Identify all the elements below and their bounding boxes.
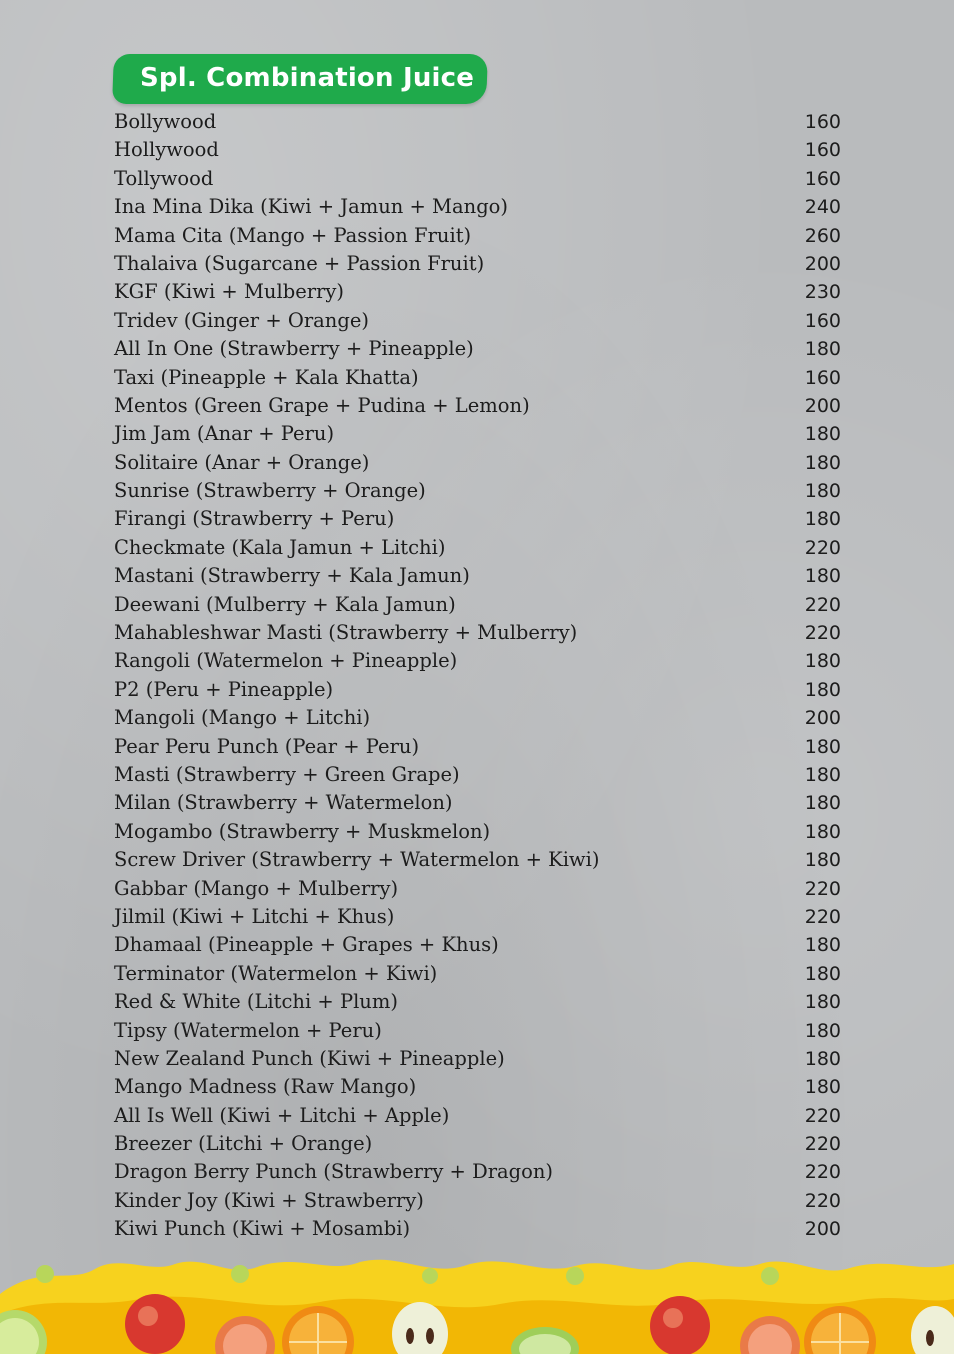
item-price: 200 bbox=[804, 707, 841, 730]
item-name: Deewani (Mulberry + Kala Jamun) bbox=[114, 592, 456, 616]
item-name: Gabbar (Mango + Mulberry) bbox=[114, 876, 399, 900]
item-name: Masti (Strawberry + Green Grape) bbox=[114, 762, 460, 786]
menu-item bbox=[113, 1130, 843, 1158]
menu-item bbox=[113, 818, 843, 846]
item-name: Jilmil (Kiwi + Litchi + Khus) bbox=[114, 904, 395, 928]
item-name: Kinder Joy (Kiwi + Strawberry) bbox=[114, 1188, 424, 1212]
section-title: Spl. Combination Juice bbox=[140, 63, 475, 93]
item-name: Mastani (Strawberry + Kala Jamun) bbox=[114, 564, 470, 588]
menu-item bbox=[113, 477, 843, 505]
item-price: 180 bbox=[804, 423, 841, 446]
menu-item bbox=[113, 449, 843, 477]
menu-item bbox=[113, 1158, 843, 1186]
grape bbox=[231, 1265, 249, 1283]
item-price: 180 bbox=[804, 962, 841, 985]
item-name: Solitaire (Anar + Orange) bbox=[114, 450, 370, 474]
menu-item bbox=[113, 619, 843, 647]
item-price: 160 bbox=[804, 167, 841, 190]
item-name: Bollywood bbox=[114, 110, 217, 133]
item-name: Mentos (Green Grape + Pudina + Lemon) bbox=[114, 393, 530, 417]
menu-item bbox=[113, 562, 843, 590]
menu-item bbox=[113, 307, 843, 335]
menu-item bbox=[113, 1102, 843, 1130]
item-price: 180 bbox=[804, 820, 841, 843]
menu-item bbox=[113, 676, 843, 704]
item-name: Pear Peru Punch (Pear + Peru) bbox=[114, 734, 420, 758]
item-price: 180 bbox=[804, 763, 841, 786]
item-price: 200 bbox=[804, 252, 841, 275]
item-price: 160 bbox=[804, 111, 841, 133]
menu-item bbox=[113, 250, 843, 278]
item-name: Tipsy (Watermelon + Peru) bbox=[114, 1018, 382, 1042]
item-price: 220 bbox=[804, 1133, 841, 1156]
item-price: 220 bbox=[804, 622, 841, 645]
item-name: Mama Cita (Mango + Passion Fruit) bbox=[114, 223, 472, 247]
menu-item bbox=[113, 733, 843, 761]
item-price: 220 bbox=[804, 1104, 841, 1127]
item-price: 160 bbox=[804, 366, 841, 389]
item-price: 180 bbox=[804, 934, 841, 957]
grape bbox=[422, 1268, 438, 1284]
item-name: Tollywood bbox=[114, 166, 214, 190]
menu-item bbox=[113, 534, 843, 562]
menu-item bbox=[113, 278, 843, 306]
menu-item bbox=[113, 193, 843, 221]
item-price: 240 bbox=[804, 196, 841, 219]
menu-item bbox=[113, 108, 843, 136]
item-name: Ina Mina Dika (Kiwi + Jamun + Mango) bbox=[114, 195, 509, 219]
item-name: New Zealand Punch (Kiwi + Pineapple) bbox=[114, 1046, 505, 1070]
menu-item bbox=[113, 1073, 843, 1101]
grape bbox=[36, 1265, 54, 1283]
item-name: Mahableshwar Masti (Strawberry + Mulberry) bbox=[114, 621, 578, 645]
item-name: Dhamaal (Pineapple + Grapes + Khus) bbox=[114, 933, 499, 957]
menu-item bbox=[113, 364, 843, 392]
item-price: 220 bbox=[804, 536, 841, 559]
menu-item bbox=[113, 165, 843, 193]
item-price: 180 bbox=[804, 480, 841, 503]
item-price: 230 bbox=[804, 281, 841, 304]
item-price: 220 bbox=[804, 1189, 841, 1212]
item-name: P2 (Peru + Pineapple) bbox=[114, 677, 334, 701]
item-price: 220 bbox=[804, 877, 841, 900]
item-name: Milan (Strawberry + Watermelon) bbox=[114, 791, 453, 815]
menu-item bbox=[113, 988, 843, 1016]
item-name: Rangoli (Watermelon + Pineapple) bbox=[114, 649, 458, 673]
menu-item bbox=[113, 136, 843, 164]
item-price: 260 bbox=[804, 224, 841, 247]
item-price: 220 bbox=[804, 593, 841, 616]
item-name: Mango Madness (Raw Mango) bbox=[114, 1075, 417, 1099]
item-name: KGF (Kiwi + Mulberry) bbox=[114, 280, 345, 304]
item-price: 180 bbox=[804, 650, 841, 673]
item-price: 160 bbox=[804, 139, 841, 162]
item-name: Kiwi Punch (Kiwi + Mosambi) bbox=[114, 1217, 411, 1241]
menu-item bbox=[113, 222, 843, 250]
item-price: 180 bbox=[804, 1076, 841, 1099]
menu-item bbox=[113, 335, 843, 363]
item-price: 180 bbox=[804, 991, 841, 1014]
item-price: 160 bbox=[804, 309, 841, 332]
item-price: 180 bbox=[804, 1047, 841, 1070]
item-name: Firangi (Strawberry + Peru) bbox=[114, 507, 395, 531]
item-price: 180 bbox=[804, 565, 841, 588]
item-price: 220 bbox=[804, 905, 841, 928]
menu-item bbox=[113, 789, 843, 817]
item-name: Dragon Berry Punch (Strawberry + Dragon) bbox=[114, 1160, 554, 1184]
menu-item bbox=[113, 392, 843, 420]
menu-item bbox=[113, 960, 843, 988]
item-price: 180 bbox=[804, 678, 841, 701]
item-name: Taxi (Pineapple + Kala Khatta) bbox=[114, 365, 419, 389]
item-name: Sunrise (Strawberry + Orange) bbox=[114, 479, 426, 503]
grape bbox=[566, 1267, 584, 1285]
apple bbox=[125, 1294, 185, 1354]
menu-item bbox=[113, 931, 843, 959]
item-name: Screw Driver (Strawberry + Watermelon + Kiwi) bbox=[114, 848, 600, 872]
item-price: 180 bbox=[804, 451, 841, 474]
item-name: Mogambo (Strawberry + Muskmelon) bbox=[114, 819, 491, 843]
item-name: Breezer (Litchi + Orange) bbox=[114, 1132, 373, 1156]
menu-item-list bbox=[113, 108, 843, 1244]
item-name: All Is Well (Kiwi + Litchi + Apple) bbox=[114, 1103, 450, 1127]
item-name: Red & White (Litchi + Plum) bbox=[114, 990, 398, 1014]
menu-item bbox=[113, 505, 843, 533]
item-name: Checkmate (Kala Jamun + Litchi) bbox=[114, 535, 446, 559]
menu-item bbox=[113, 1045, 843, 1073]
item-name: Mangoli (Mango + Litchi) bbox=[114, 706, 371, 730]
menu-item bbox=[113, 1215, 843, 1243]
fruit-juice-splash-icon bbox=[0, 1254, 954, 1354]
item-price: 200 bbox=[804, 1218, 841, 1241]
item-price: 180 bbox=[804, 508, 841, 531]
menu-item bbox=[113, 420, 843, 448]
menu-item bbox=[113, 761, 843, 789]
menu-item bbox=[113, 704, 843, 732]
menu-item bbox=[113, 1187, 843, 1215]
item-name: Terminator (Watermelon + Kiwi) bbox=[114, 961, 438, 985]
item-name: Jim Jam (Anar + Peru) bbox=[114, 422, 335, 446]
item-price: 180 bbox=[804, 849, 841, 872]
menu-item bbox=[113, 647, 843, 675]
item-price: 180 bbox=[804, 338, 841, 361]
item-price: 180 bbox=[804, 792, 841, 815]
menu-item bbox=[113, 903, 843, 931]
menu-item bbox=[113, 846, 843, 874]
item-name: Hollywood bbox=[114, 138, 219, 162]
grape bbox=[761, 1267, 779, 1285]
menu-item bbox=[113, 1017, 843, 1045]
item-price: 220 bbox=[804, 1161, 841, 1184]
item-name: Thalaiva (Sugarcane + Passion Fruit) bbox=[114, 251, 485, 275]
item-price: 180 bbox=[804, 1019, 841, 1042]
item-price: 200 bbox=[804, 394, 841, 417]
item-name: Tridev (Ginger + Orange) bbox=[114, 308, 369, 332]
menu-item bbox=[113, 591, 843, 619]
menu-item bbox=[113, 875, 843, 903]
item-price: 180 bbox=[804, 735, 841, 758]
item-name: All In One (Strawberry + Pineapple) bbox=[114, 337, 474, 361]
